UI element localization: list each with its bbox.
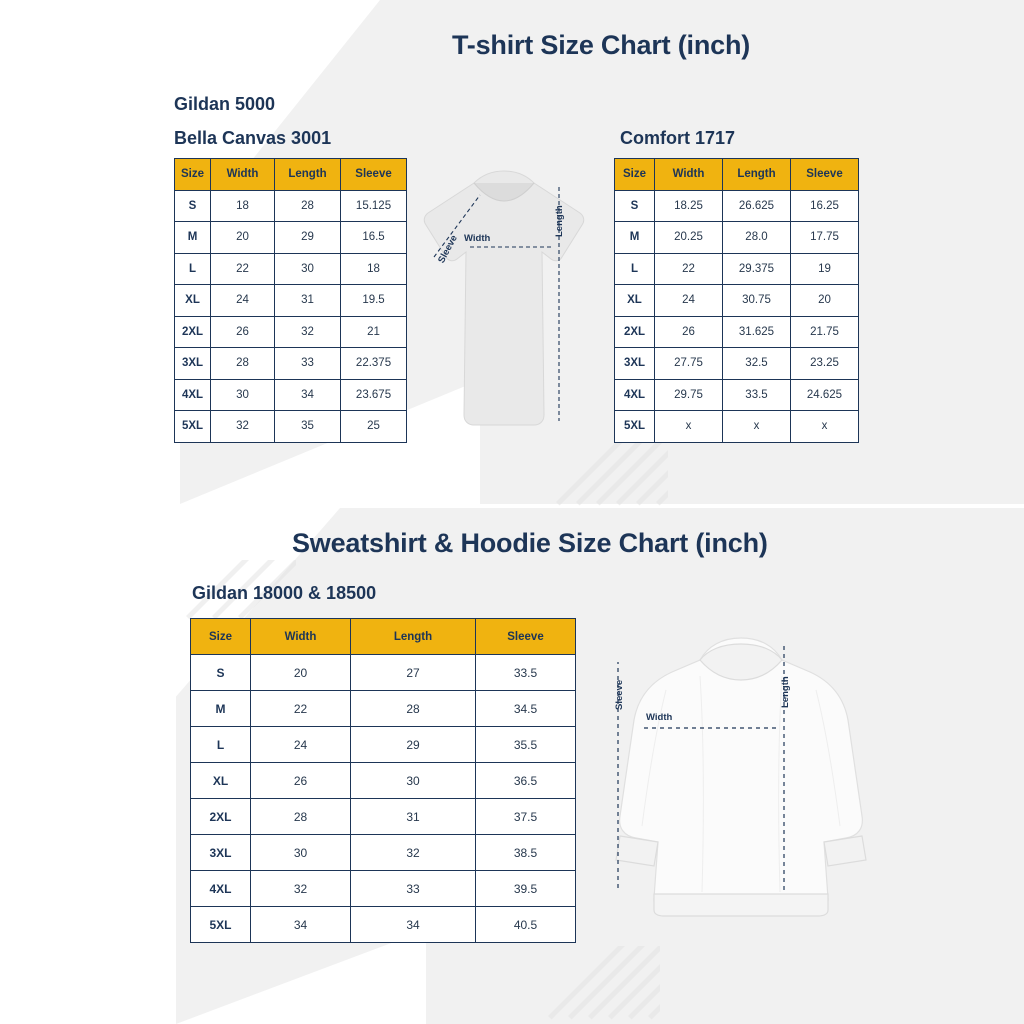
cell-size: 4XL <box>615 379 655 411</box>
cell-size: S <box>175 190 211 222</box>
brand-label-bella-canvas-3001: Bella Canvas 3001 <box>174 128 332 148</box>
table-row <box>191 835 576 871</box>
cell-length: 29 <box>275 222 341 254</box>
table-header-row <box>615 159 859 191</box>
table-row <box>615 222 859 254</box>
cell-size: L <box>175 253 211 285</box>
column-header-width: Width <box>251 619 351 655</box>
table-row <box>191 799 576 835</box>
column-header-length: Length <box>723 159 791 191</box>
cell-sleeve: 35.5 <box>476 727 576 763</box>
table-row <box>615 348 859 380</box>
cell-size: XL <box>615 285 655 317</box>
cell-size: 5XL <box>191 907 251 943</box>
cell-size: 4XL <box>191 871 251 907</box>
table-row <box>615 190 859 222</box>
cell-length: 31 <box>351 799 476 835</box>
column-header-sleeve: Sleeve <box>476 619 576 655</box>
cell-width: 18.25 <box>655 190 723 222</box>
cell-width: 18 <box>211 190 275 222</box>
cell-sleeve: 17.75 <box>791 222 859 254</box>
cell-length: 27 <box>351 655 476 691</box>
cell-sleeve: 16.25 <box>791 190 859 222</box>
column-header-length: Length <box>275 159 341 191</box>
cell-sleeve: x <box>791 411 859 443</box>
cell-sleeve: 20 <box>791 285 859 317</box>
tshirt-gildan-size-table <box>174 158 407 443</box>
column-header-size: Size <box>191 619 251 655</box>
cell-size: 5XL <box>615 411 655 443</box>
cell-size: M <box>175 222 211 254</box>
table-row <box>175 190 407 222</box>
cell-length: 34 <box>351 907 476 943</box>
tshirt-comfort-size-table <box>614 158 859 443</box>
sweatshirt-illustration <box>596 620 886 940</box>
cell-size: 2XL <box>191 799 251 835</box>
cell-sleeve: 38.5 <box>476 835 576 871</box>
cell-sleeve: 23.675 <box>341 379 407 411</box>
tshirt-illustration <box>404 165 604 445</box>
brand-label-gildan-5000: Gildan 5000 <box>174 94 276 114</box>
cell-length: 30 <box>275 253 341 285</box>
column-header-sleeve: Sleeve <box>341 159 407 191</box>
cell-size: 2XL <box>615 316 655 348</box>
column-header-sleeve: Sleeve <box>791 159 859 191</box>
table-row <box>175 316 407 348</box>
cell-width: 32 <box>211 411 275 443</box>
cell-length: 32.5 <box>723 348 791 380</box>
cell-size: XL <box>191 763 251 799</box>
sweatshirt-width-label: Width <box>646 712 673 723</box>
cell-length: 28 <box>275 190 341 222</box>
cell-size: 4XL <box>175 379 211 411</box>
cell-size: S <box>191 655 251 691</box>
table-row <box>175 379 407 411</box>
cell-size: L <box>191 727 251 763</box>
cell-sleeve: 19.5 <box>341 285 407 317</box>
cell-width: 24 <box>655 285 723 317</box>
sweatshirt-graphic <box>596 620 886 940</box>
column-header-size: Size <box>615 159 655 191</box>
column-header-width: Width <box>655 159 723 191</box>
cell-length: 34 <box>275 379 341 411</box>
table-row <box>191 871 576 907</box>
cell-width: 30 <box>251 835 351 871</box>
cell-length: 31 <box>275 285 341 317</box>
cell-width: 29.75 <box>655 379 723 411</box>
cell-sleeve: 21 <box>341 316 407 348</box>
cell-sleeve: 37.5 <box>476 799 576 835</box>
cell-sleeve: 18 <box>341 253 407 285</box>
cell-length: 33 <box>275 348 341 380</box>
cell-width: 22 <box>655 253 723 285</box>
cell-width: 20 <box>211 222 275 254</box>
cell-width: 24 <box>251 727 351 763</box>
bottom-left-white-block <box>140 508 176 1024</box>
cell-size: 2XL <box>175 316 211 348</box>
cell-width: 26 <box>251 763 351 799</box>
cell-width: 28 <box>211 348 275 380</box>
cell-sleeve: 36.5 <box>476 763 576 799</box>
sweatshirt-size-table <box>190 618 576 943</box>
cell-length: 28.0 <box>723 222 791 254</box>
cell-size: 5XL <box>175 411 211 443</box>
brand-label-comfort-1717: Comfort 1717 <box>620 128 736 148</box>
cell-sleeve: 19 <box>791 253 859 285</box>
cell-width: 27.75 <box>655 348 723 380</box>
cell-width: 20 <box>251 655 351 691</box>
cell-size: 3XL <box>175 348 211 380</box>
cell-length: 32 <box>351 835 476 871</box>
cell-length: 30 <box>351 763 476 799</box>
cell-sleeve: 22.375 <box>341 348 407 380</box>
cell-sleeve: 40.5 <box>476 907 576 943</box>
cell-length: 29.375 <box>723 253 791 285</box>
cell-length: 29 <box>351 727 476 763</box>
table-row <box>615 411 859 443</box>
diagonal-stripes-bottom <box>540 946 660 1024</box>
table-row <box>615 285 859 317</box>
table-header-row <box>191 619 576 655</box>
column-header-size: Size <box>175 159 211 191</box>
table-row <box>175 411 407 443</box>
tshirt-graphic <box>404 165 604 445</box>
cell-sleeve: 34.5 <box>476 691 576 727</box>
cell-sleeve: 24.625 <box>791 379 859 411</box>
cell-width: 34 <box>251 907 351 943</box>
table-row <box>191 691 576 727</box>
table-row <box>175 285 407 317</box>
brand-label-gildan-18000-18500: Gildan 18000 & 18500 <box>192 583 377 603</box>
cell-width: 22 <box>251 691 351 727</box>
cell-sleeve: 25 <box>341 411 407 443</box>
cell-length: 30.75 <box>723 285 791 317</box>
table-row <box>615 253 859 285</box>
cell-size: M <box>615 222 655 254</box>
sweatshirt-chart-title: Sweatshirt & Hoodie Size Chart (inch) <box>292 528 768 558</box>
cell-width: 30 <box>211 379 275 411</box>
bottom-panel-diagonal-cut-2 <box>176 930 426 1024</box>
cell-width: 24 <box>211 285 275 317</box>
tshirt-length-label: Length <box>554 205 565 237</box>
table-row <box>615 316 859 348</box>
cell-width: 26 <box>211 316 275 348</box>
cell-width: x <box>655 411 723 443</box>
tshirt-width-label: Width <box>464 233 491 244</box>
sweatshirt-length-label: Length <box>780 676 791 708</box>
cell-width: 32 <box>251 871 351 907</box>
cell-length: x <box>723 411 791 443</box>
table-row <box>191 655 576 691</box>
table-row <box>191 907 576 943</box>
cell-sleeve: 33.5 <box>476 655 576 691</box>
cell-size: M <box>191 691 251 727</box>
cell-length: 32 <box>275 316 341 348</box>
tshirt-sleeve-label: Sleeve <box>436 233 460 266</box>
cell-sleeve: 39.5 <box>476 871 576 907</box>
cell-width: 20.25 <box>655 222 723 254</box>
sweatshirt-sleeve-label: Sleeve <box>614 679 625 710</box>
cell-size: XL <box>175 285 211 317</box>
table-row <box>615 379 859 411</box>
cell-size: 3XL <box>615 348 655 380</box>
column-header-length: Length <box>351 619 476 655</box>
cell-size: L <box>615 253 655 285</box>
cell-size: 3XL <box>191 835 251 871</box>
cell-width: 22 <box>211 253 275 285</box>
table-row <box>191 727 576 763</box>
tshirt-chart-title: T-shirt Size Chart (inch) <box>452 30 751 60</box>
table-row <box>191 763 576 799</box>
column-header-width: Width <box>211 159 275 191</box>
table-row <box>175 222 407 254</box>
cell-length: 26.625 <box>723 190 791 222</box>
table-row <box>175 348 407 380</box>
cell-length: 35 <box>275 411 341 443</box>
cell-length: 33 <box>351 871 476 907</box>
cell-length: 31.625 <box>723 316 791 348</box>
cell-size: S <box>615 190 655 222</box>
cell-length: 28 <box>351 691 476 727</box>
cell-sleeve: 16.5 <box>341 222 407 254</box>
cell-sleeve: 23.25 <box>791 348 859 380</box>
cell-sleeve: 15.125 <box>341 190 407 222</box>
cell-sleeve: 21.75 <box>791 316 859 348</box>
cell-length: 33.5 <box>723 379 791 411</box>
table-header-row <box>175 159 407 191</box>
cell-width: 26 <box>655 316 723 348</box>
cell-width: 28 <box>251 799 351 835</box>
table-row <box>175 253 407 285</box>
